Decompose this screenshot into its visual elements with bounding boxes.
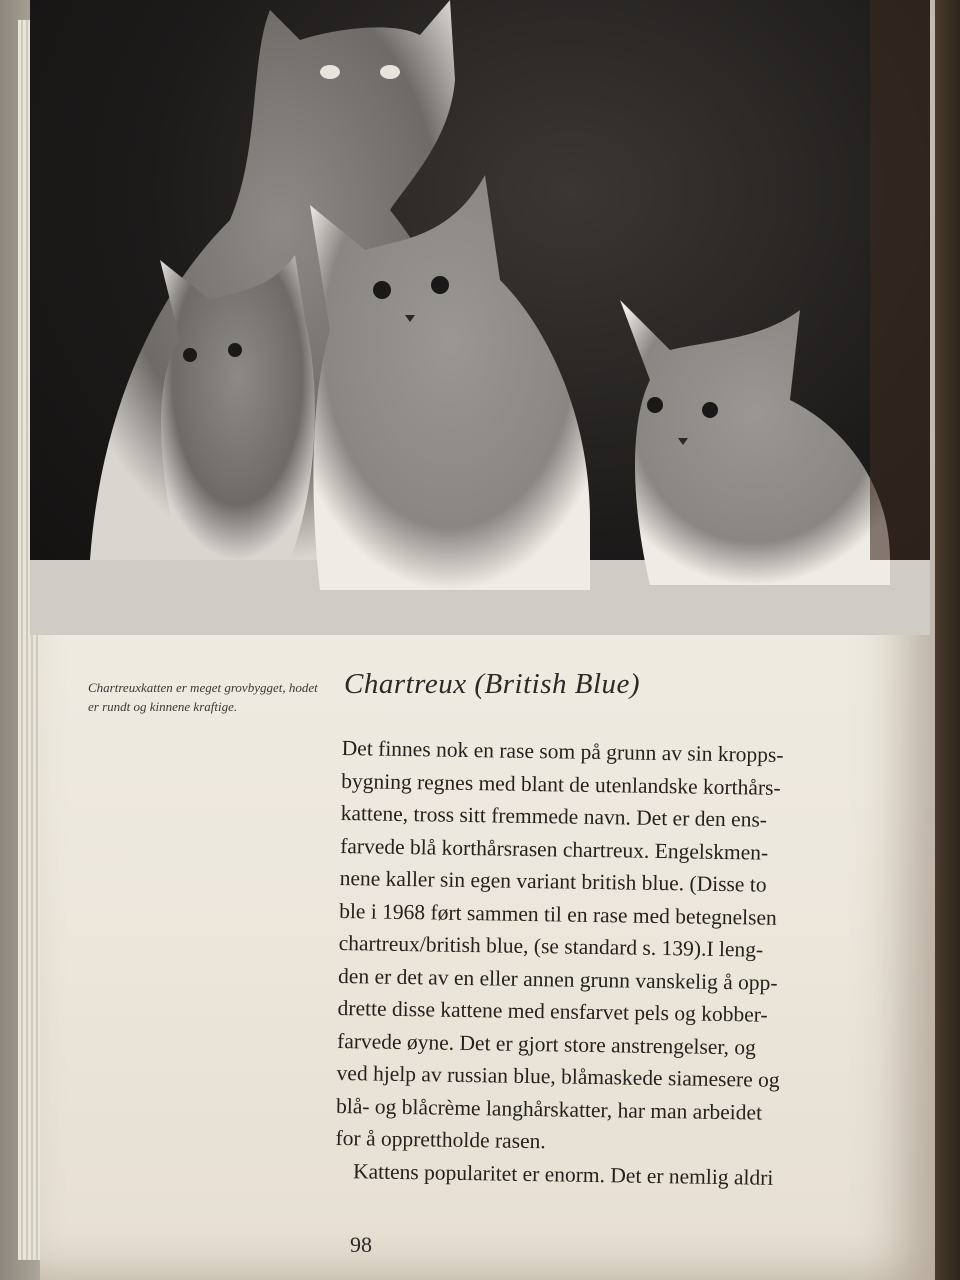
text-line: ble i 1968 ført sammen til en rase med betegnelsen xyxy=(339,898,777,930)
text-line: farvede blå korthårsrasen chartreux. Engelskmen- xyxy=(340,833,769,865)
text-line: Kattens popularitet er enorm. Det er nemlig aldri xyxy=(352,1158,774,1190)
cat-photograph xyxy=(30,0,930,635)
text-line: for å opprettholde rasen. xyxy=(335,1125,546,1154)
text-line: chartreux/british blue, (se standard s. 139).I leng- xyxy=(338,930,764,962)
cats-illustration xyxy=(30,0,930,635)
text-line: farvede øyne. Det er gjort store anstrengelser, og xyxy=(336,1028,757,1060)
photo-caption: Chartreuxkatten er meget grovbygget, hodet er rundt og kinnene kraftige. xyxy=(88,680,318,714)
body-text xyxy=(335,732,902,1196)
text-line: bygning regnes med blant de utenlandske korthårs- xyxy=(341,768,781,800)
text-line: blå- og blåcrème langhårskatter, har man arbeidet xyxy=(335,1093,763,1125)
text-line: Det finnes nok en rase som på grunn av sin kropps- xyxy=(341,735,784,767)
text-line: nene kaller sin egen variant british blue. (Disse to xyxy=(339,865,767,897)
page-number: 98 xyxy=(350,1232,372,1257)
text-line: drette disse kattene med ensfarvet pels og kobber- xyxy=(337,995,768,1027)
section-heading: Chartreux (British Blue) xyxy=(344,668,641,700)
text-line: ved hjelp av russian blue, blåmaskede siamesere og xyxy=(336,1060,780,1092)
text-line: kattene, tross sitt fremmede navn. Det er den ens- xyxy=(340,800,768,832)
text-line: den er det av en eller annen grunn vanskelig å opp- xyxy=(337,963,778,995)
